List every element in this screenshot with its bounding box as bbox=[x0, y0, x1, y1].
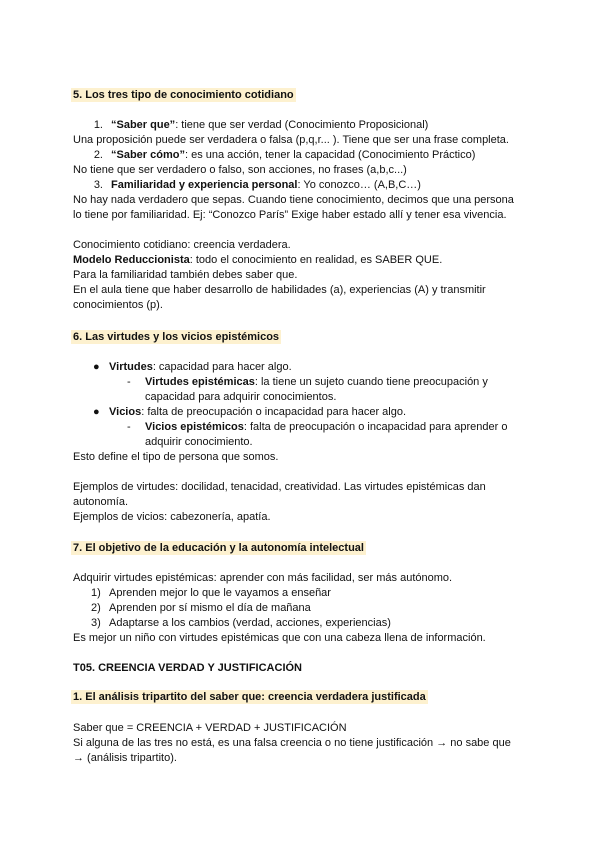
paragraph: adquirir conocimiento. bbox=[145, 436, 253, 448]
list-item: 1) Aprenden mejor lo que le vayamos a enseñar bbox=[91, 587, 331, 599]
paragraph: Es mejor un niño con virtudes epistémicas que con una cabeza llena de información. bbox=[73, 632, 486, 644]
paragraph: autonomía. bbox=[73, 496, 129, 508]
list-item: 3) Adaptarse a los cambios (verdad, acciones, experiencias) bbox=[91, 617, 391, 629]
bullet-item: ● Virtudes: capacidad para hacer algo. bbox=[73, 360, 292, 375]
paragraph: Modelo Reduccionista: todo el conocimiento en realidad, es SABER QUE. bbox=[73, 254, 443, 266]
bullet-icon: ● bbox=[93, 406, 100, 418]
paragraph: capacidad para adquirir conocimientos. bbox=[145, 391, 337, 403]
bullet-icon: ● bbox=[93, 361, 100, 373]
section-5-heading: 5. Los tres tipo de conocimiento cotidiano bbox=[73, 89, 294, 101]
list-item: 2. “Saber cómo”: es una acción, tener la capacidad (Conocimiento Práctico) bbox=[93, 149, 476, 161]
bullet-item: ● Vicios: falta de preocupación o incapacidad para hacer algo. bbox=[73, 405, 406, 420]
list-item: 1. “Saber que”: tiene que ser verdad (Conocimiento Proposicional) bbox=[93, 119, 429, 131]
paragraph: No hay nada verdadero que sepas. Cuando tiene conocimiento, decimos que una persona bbox=[73, 194, 514, 206]
chapter-title: T05. CREENCIA VERDAD Y JUSTIFICACIÓN bbox=[73, 662, 303, 674]
paragraph: Saber que = CREENCIA + VERDAD + JUSTIFICACIÓN bbox=[73, 722, 347, 734]
paragraph: En el aula tiene que haber desarrollo de habilidades (a), experiencias (A) y transmitir bbox=[73, 284, 486, 296]
paragraph: Una proposición puede ser verdadera o falsa (p,q,r... ). Tiene que ser una frase completa. bbox=[73, 134, 509, 146]
paragraph: Conocimiento cotidiano: creencia verdadera. bbox=[73, 239, 291, 251]
section-7-heading: 7. El objetivo de la educación y la autonomía intelectual bbox=[73, 542, 364, 554]
paragraph: conocimientos (p). bbox=[73, 299, 163, 311]
dash-icon: - bbox=[127, 376, 131, 388]
sub-bullet-item: - Vicios epistémicos: falta de preocupación o incapacidad para aprender o bbox=[73, 420, 507, 435]
section-t05-1-heading: 1. El análisis tripartito del saber que: creencia verdadera justificada bbox=[73, 691, 426, 703]
section-6-heading: 6. Las virtudes y los vicios epistémicos bbox=[73, 331, 280, 343]
paragraph: → (análisis tripartito). bbox=[73, 752, 177, 764]
list-item: 3. Familiaridad y experiencia personal: Yo conozco… (A,B,C…) bbox=[93, 179, 421, 191]
paragraph: Ejemplos de virtudes: docilidad, tenacidad, creatividad. Las virtudes epistémicas dan bbox=[73, 481, 486, 493]
paragraph: No tiene que ser verdadero o falso, son acciones, no frases (a,b,c...) bbox=[73, 164, 407, 176]
sub-bullet-item: - Virtudes epistémicas: la tiene un sujeto cuando tiene preocupación y bbox=[73, 375, 488, 390]
paragraph: Ejemplos de vicios: cabezonería, apatía. bbox=[73, 511, 271, 523]
paragraph: lo tiene por familiaridad. Ej: “Conozco París” Exige haber estado allí y tener esa vivencia. bbox=[73, 209, 507, 221]
paragraph: Esto define el tipo de persona que somos. bbox=[73, 451, 279, 463]
list-item: 2) Aprenden por sí mismo el día de mañana bbox=[91, 602, 311, 614]
dash-icon: - bbox=[127, 421, 131, 433]
paragraph: Para la familiaridad también debes saber que. bbox=[73, 269, 298, 281]
paragraph: Adquirir virtudes epistémicas: aprender con más facilidad, ser más autónomo. bbox=[73, 572, 453, 584]
paragraph: Si alguna de las tres no está, es una falsa creencia o no tiene justificación → no sabe que bbox=[73, 737, 511, 749]
